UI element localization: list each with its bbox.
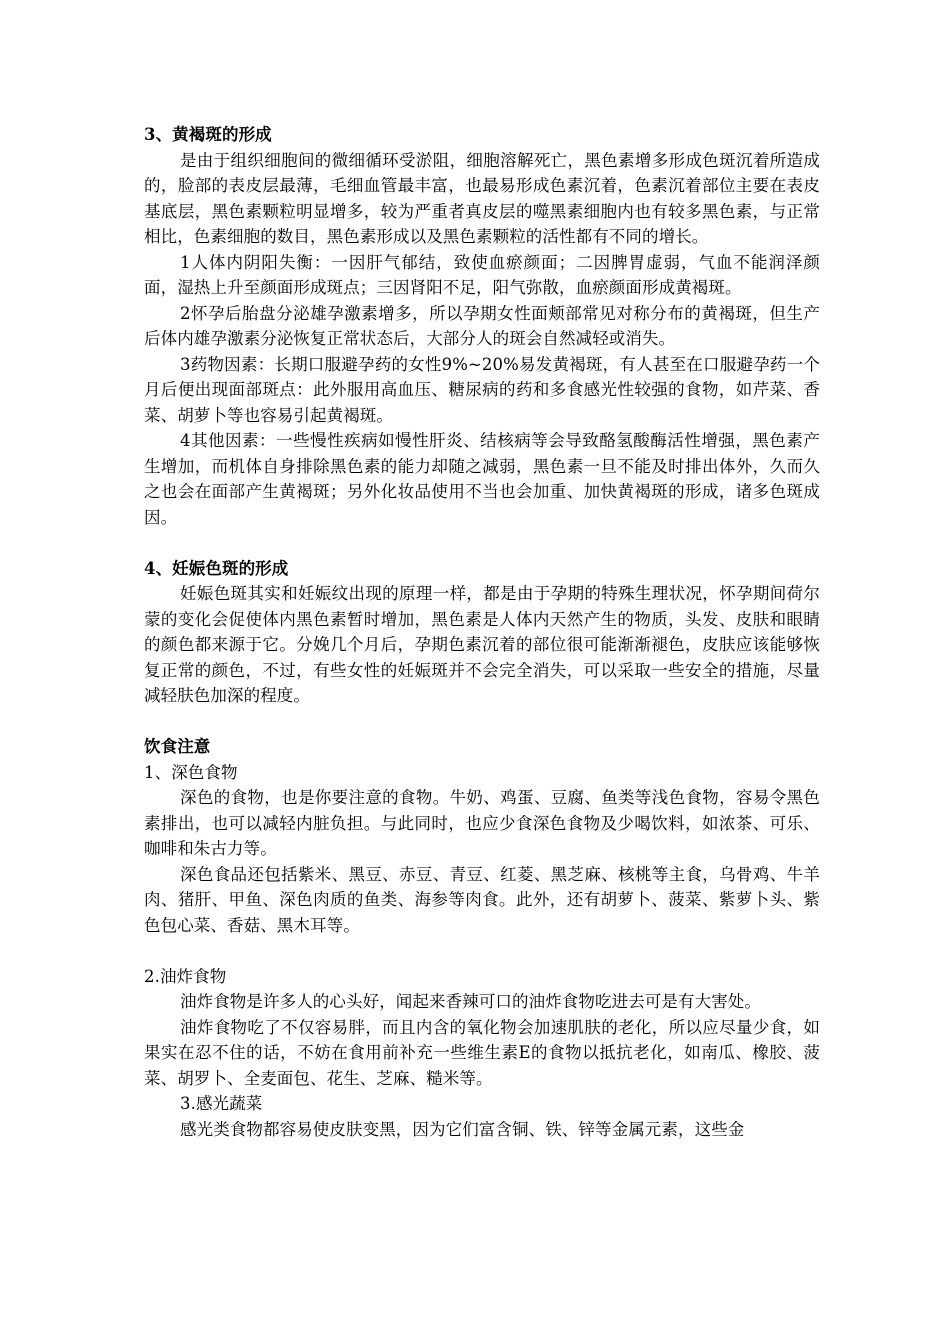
fried-food-title: 2.油炸食物: [144, 966, 227, 986]
photosensitive-title: 3.感光蔬菜: [180, 1094, 263, 1113]
dark-food-title: 1、深色食物: [144, 762, 238, 782]
section-4-heading: 4、妊娠色斑的形成: [144, 558, 289, 578]
fried-food-paragraph-1: 油炸食物是许多人的心头好，闻起来香辣可口的油炸食物吃进去可是有大害处。: [180, 992, 761, 1011]
photosensitive-paragraph-1: 感光类食物都容易使皮肤变黑，因为它们富含铜、铁、锌等金属元素，这些金: [180, 1119, 745, 1139]
section-4-paragraph: 妊娠色斑其实和妊娠纹出现的原理一样，都是由于孕期的特殊生理状况，怀孕期间荷尔蒙的变化会促使体内黑色素暂时增加，黑色素是人体内天然产生的物质，头发、皮肤和眼睛的颜色都来源于它。分娩几个月后，孕期色素沉着的部位很可能渐渐褪色，皮肤应该能够恢复正常的颜色，不过，有些女性的妊娠斑并不会完全消失，可以采取一些安全的措施，尽量减轻肤色加深的程度。: [144, 584, 820, 705]
section-3-cause-2-paragraph: 2怀孕后胎盘分泌雄孕激素增多，所以孕期女性面颊部常见对称分布的黄褐斑，但生产后体内雄孕激素分泌恢复正常状态后，大部分人的斑会自然减轻或消失。: [144, 303, 820, 348]
section-3-cause-1-paragraph: 1人体内阴阳失衡：一因肝气郁结，致使血瘀颜面；二因脾胃虚弱，气血不能润泽颜面，湿热上升至颜面形成斑点；三因肾阳不足，阳气弥散，血瘀颜面形成黄褐斑。: [144, 252, 820, 297]
section-3-cause-4-paragraph: 4其他因素：一些慢性疾病如慢性肝炎、结核病等会导致酪氢酸酶活性增强，黑色素产生增加，而机体自身排除黑色素的能力却随之减弱，黑色素一旦不能及时排出体外，久而久之也会在面部产生黄褐斑；另外化妆品使用不当也会加重、加快黄褐斑的形成，诸多色斑成因。: [144, 431, 820, 527]
spacer: [144, 709, 820, 735]
dark-food-paragraph-2: 深色食品还包括紫米、黑豆、赤豆、青豆、红菱、黑芝麻、核桃等主食，乌骨鸡、牛羊肉、猪肝、甲鱼、深色肉质的鱼类、海参等肉食。此外，还有胡萝卜、菠菜、紫萝卜头、紫色包心菜、香菇、黑木耳等。: [144, 864, 820, 935]
spacer: [144, 530, 820, 556]
fried-food-paragraph-2: 油炸食物吃了不仅容易胖，而且内含的氧化物会加速肌肤的老化，所以应尽量少食，如果实在忍不住的话，不妨在食用前补充一些维生素E的食物以抵抗老化，如南瓜、橡胶、菠菜、胡罗卜、全麦面包、花生、芝麻、糙米等。: [144, 1017, 820, 1088]
spacer: [144, 938, 820, 964]
document-page: [144, 122, 820, 1142]
dark-food-paragraph-1: 深色的食物，也是你要注意的食物。牛奶、鸡蛋、豆腐、鱼类等浅色食物，容易令黑色素排出，也可以减轻内脏负担。与此同时，也应少食深色食物及少喝饮料，如浓茶、可乐、咖啡和朱古力等。: [144, 788, 820, 858]
diet-heading: 饮食注意: [144, 737, 211, 756]
section-3-intro-paragraph: 是由于组织细胞间的微细循环受淤阻，细胞溶解死亡，黑色素增多形成色斑沉着所造成的，脸部的表皮层最薄，毛细血管最丰富，也最易形成色素沉着，色素沉着部位主要在表皮基底层，黑色素颗粒明显增多，较为严重者真皮层的噬黑素细胞内也有较多黑色素，与正常相比，色素细胞的数目，黑色素形成以及黑色素颗粒的活性都有不同的增长。: [144, 150, 820, 246]
section-3-heading: 3、黄褐斑的形成: [144, 125, 272, 144]
section-3-cause-3-paragraph: 3药物因素：长期口服避孕药的女性9%~20%易发黄褐斑，有人甚至在口服避孕药一个月后便出现面部斑点：此外服用高血压、糖尿病的药和多食感光性较强的食物，如芹菜、香菜、胡萝卜等也容易引起黄褐斑。: [144, 354, 820, 425]
